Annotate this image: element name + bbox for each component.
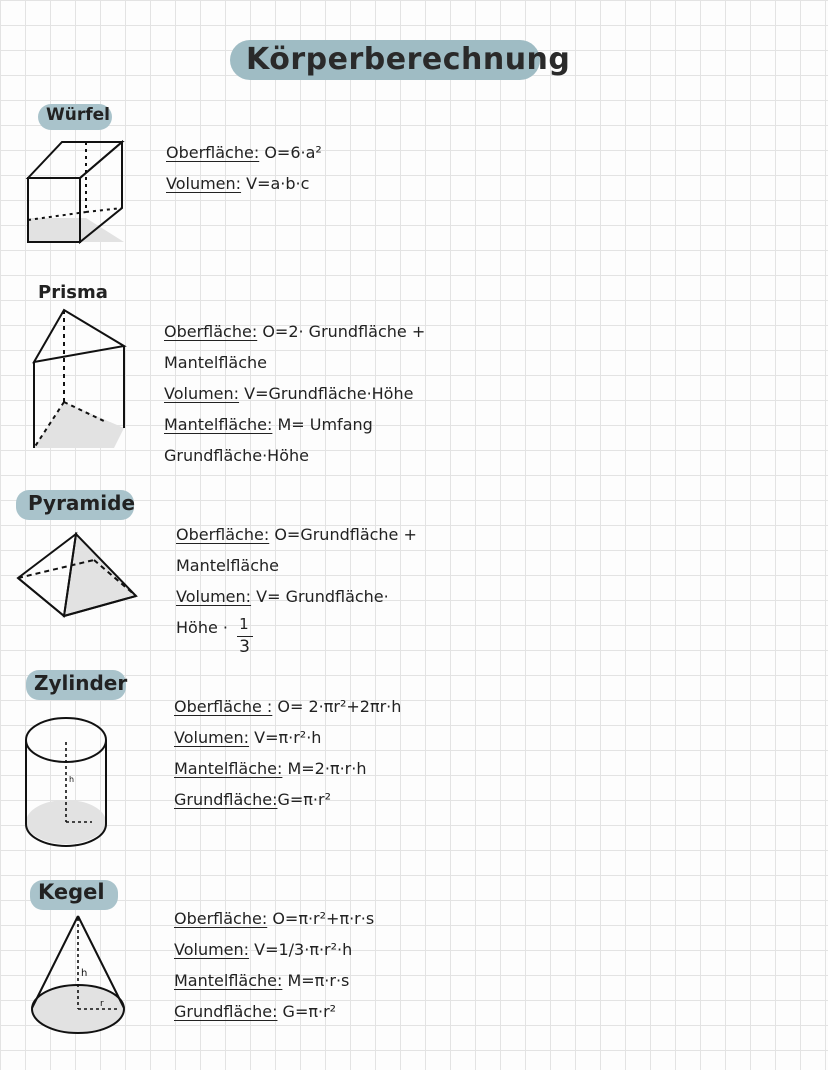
label-wuerfel-text: Würfel <box>46 105 110 125</box>
prisma-lateral-cont: Grundfläche·Höhe <box>164 446 309 465</box>
pyramide-volume-key: Volumen: <box>176 587 252 606</box>
kegel-volume-key: Volumen: <box>174 940 250 959</box>
kegel-base-value: G=π·r² <box>277 1002 337 1021</box>
prisma-volume-key: Volumen: <box>164 384 240 403</box>
pyramide-volume-value: V= Grundfläche· <box>251 587 389 606</box>
cone-height-mark: h <box>81 968 88 979</box>
prisma-lateral-key: Mantelfläche: <box>164 415 273 434</box>
label-pyramide <box>16 490 134 520</box>
label-zylinder <box>26 670 126 700</box>
pyramide-surface-value: O=Grundfläche + <box>269 525 417 544</box>
formulas-kegel <box>174 903 374 1027</box>
pyramide-fraction-denominator: 3 <box>239 637 250 657</box>
pyramide-fraction-numerator: 1 <box>237 612 253 637</box>
prisma-surface-value: O=2· Grundfläche + <box>257 322 426 341</box>
label-prisma-text: Prisma <box>38 282 108 303</box>
zylinder-surface-value: O= 2·πr²+2πr·h <box>272 697 402 716</box>
formulas-prisma <box>164 316 425 471</box>
formulas-wuerfel <box>166 137 322 199</box>
pyramide-volume-cont: Höhe · <box>176 618 228 637</box>
cone-radius-mark: r <box>100 999 104 1009</box>
label-wuerfel <box>38 104 112 130</box>
pyramide-fraction <box>233 612 253 657</box>
prisma-surface-cont: Mantelfläche <box>164 353 267 372</box>
cone-icon <box>30 912 130 1042</box>
kegel-volume-value: V=1/3·π·r²·h <box>249 940 353 959</box>
formulas-zylinder <box>174 691 401 815</box>
formulas-pyramide <box>176 519 417 657</box>
kegel-surface-value: O=π·r²+π·r·s <box>267 909 375 928</box>
zylinder-lateral-value: M=2·π·r·h <box>282 759 367 778</box>
prisma-volume-value: V=Grundfläche·Höhe <box>239 384 414 403</box>
label-zylinder-text: Zylinder <box>34 671 128 695</box>
pyramid-icon <box>16 530 146 630</box>
kegel-lateral-key: Mantelfläche: <box>174 971 283 990</box>
pyramide-surface-cont: Mantelfläche <box>176 556 279 575</box>
wuerfel-surface-key: Oberfläche: <box>166 143 260 162</box>
cylinder-height-mark: h <box>69 775 75 784</box>
page-title-text: Körperberechnung <box>246 42 571 77</box>
page-title <box>230 40 571 80</box>
label-prisma <box>38 282 108 303</box>
label-kegel-text: Kegel <box>38 880 105 904</box>
zylinder-volume-value: V=π·r²·h <box>249 728 322 747</box>
kegel-lateral-value: M=π·r·s <box>282 971 350 990</box>
prism-icon <box>26 306 136 456</box>
zylinder-volume-key: Volumen: <box>174 728 250 747</box>
zylinder-lateral-key: Mantelfläche: <box>174 759 283 778</box>
label-pyramide-text: Pyramide <box>28 491 136 515</box>
prisma-surface-key: Oberfläche: <box>164 322 258 341</box>
cylinder-icon <box>22 712 122 852</box>
zylinder-base-key: Grundfläche: <box>174 790 278 809</box>
kegel-base-key: Grundfläche: <box>174 1002 278 1021</box>
wuerfel-volume-key: Volumen: <box>166 174 242 193</box>
label-kegel <box>30 880 118 910</box>
prisma-lateral-value: M= Umfang <box>272 415 373 434</box>
pyramide-surface-key: Oberfläche: <box>176 525 270 544</box>
wuerfel-volume-value: V=a·b·c <box>241 174 310 193</box>
zylinder-surface-key: Oberfläche : <box>174 697 273 716</box>
wuerfel-surface-value: O=6·a² <box>259 143 322 162</box>
kegel-surface-key: Oberfläche: <box>174 909 268 928</box>
zylinder-base-value: G=π·r² <box>277 790 331 809</box>
cube-icon <box>22 138 132 248</box>
